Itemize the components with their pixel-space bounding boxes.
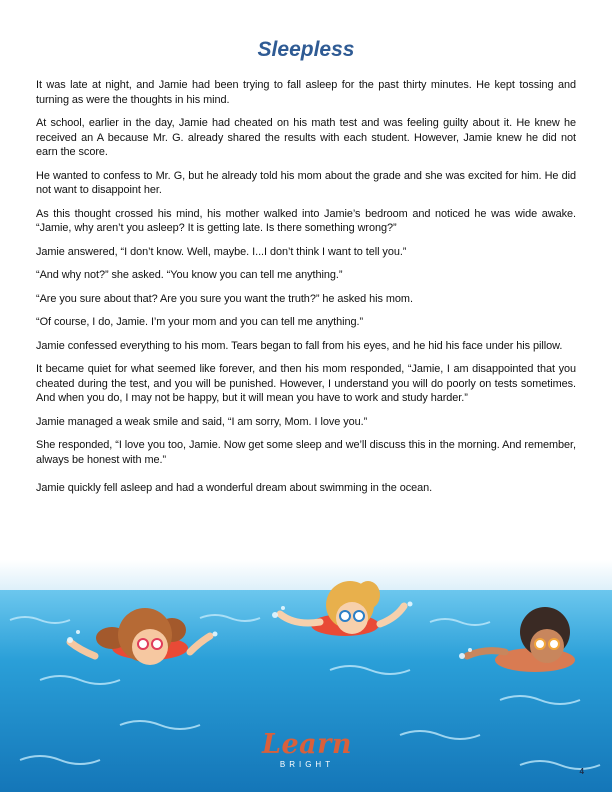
story-paragraph: “Of course, I do, Jamie. I’m your mom and you can tell me anything.” bbox=[36, 316, 364, 328]
story-paragraph: He wanted to confess to Mr. G, but he already told his mom about the grade and she was excited for him. He did not want to disappoint her. bbox=[36, 169, 576, 196]
logo-subtitle: BRIGHT bbox=[279, 760, 335, 769]
story-paragraph: She responded, “I love you too, Jamie. Now get some sleep and we’ll discuss this in the morning. And remember, always be honest with me.” bbox=[36, 439, 576, 466]
story-paragraph: Jamie managed a weak smile and said, “I am sorry, Mom. I love you.” bbox=[36, 415, 368, 428]
story-text bbox=[36, 78, 576, 505]
page-number: 4 bbox=[579, 767, 584, 776]
learn-bright-logo bbox=[248, 731, 366, 781]
story-paragraph: “Are you sure about that? Are you sure you want the truth?” he asked his mom. bbox=[36, 292, 413, 305]
story-paragraph: At school, earlier in the day, Jamie had cheated on his math test and was feeling guilty about it. He knew he received an A because Mr. G. already shared the results with each student. However, Jamie knew he did not earn the score. bbox=[36, 117, 576, 158]
story-paragraph: It became quiet for what seemed like forever, and then his mom responded, “Jamie, I am disappointed that you cheated during the test, and you will be punished. However, I understand you will do poorly on tests sometimes. And when you do, I may not be happy, but it will mean you have to work and study harder.” bbox=[36, 363, 576, 404]
story-paragraph: “And why not?” she asked. “You know you can tell me anything.” bbox=[36, 269, 343, 281]
story-paragraph: Jamie answered, “I don’t know. Well, maybe. I...I don’t think I want to tell you.” bbox=[36, 245, 407, 258]
page-title: Sleepless bbox=[257, 38, 355, 61]
story-paragraph: As this thought crossed his mind, his mother walked into Jamie’s bedroom and noticed he was wide awake. “Jamie, why aren’t you asleep? It is getting late. Is there something wrong?” bbox=[36, 207, 576, 234]
story-paragraph: Jamie confessed everything to his mom. Tears began to fall from his eyes, and he hid his face under his pillow. bbox=[36, 339, 563, 352]
sky-area bbox=[0, 560, 612, 594]
logo-word: Learn bbox=[261, 729, 352, 760]
story-paragraph: Jamie quickly fell asleep and had a wonderful dream about swimming in the ocean. bbox=[36, 482, 433, 494]
story-paragraph: It was late at night, and Jamie had been trying to fall asleep for the past thirty minutes. He kept tossing and turning as were the thoughts in his mind. bbox=[36, 79, 576, 106]
